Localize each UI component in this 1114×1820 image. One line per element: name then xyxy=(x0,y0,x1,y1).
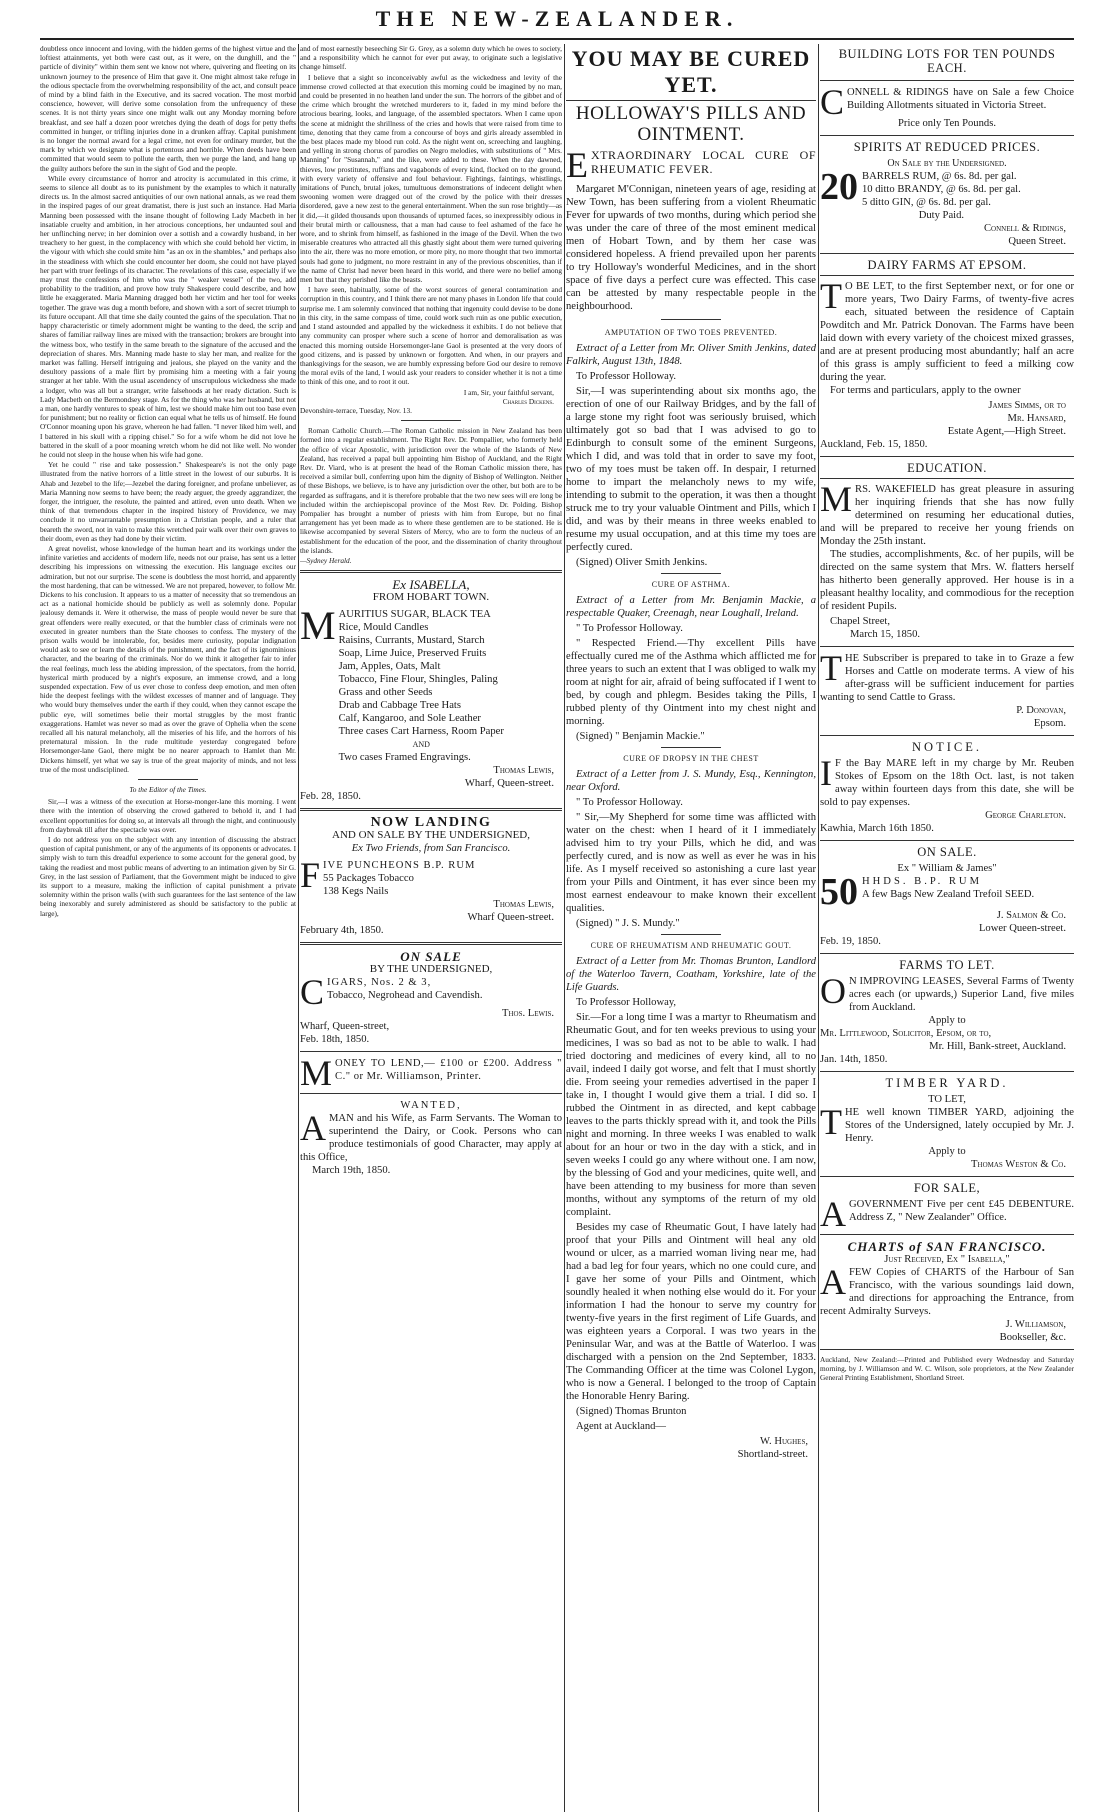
advert-subheading: AND ON SALE BY THE UNDERSIGNED, xyxy=(332,829,530,842)
advert-text: HE well known TIMBER YARD, adjoining the Stores of the Undersigned, lately occupied by Mr. J. Henry. xyxy=(845,1107,1074,1144)
article-paragraph: A great novelist, whose knowledge of the human heart and its workings under the infinite varieties and accidents of modern life, needs not our praise, has sent us a letter describing his impressions on witnessing the execution. His language excites our admiration, but not our surprise. The scene is doubtless the most horrid, and apparently the most hardening, that can be witnessed. We are not prepared, however, to follow Mr. Dickens to his conclusion. It appears to us a matter of necessity that so tremendous an act as a national homicide should be publicly as well as solemnly done. Popular jealousy demands it. Were it otherwise, the mass of people would never be sure that great offenders were really executed, or that the humbler class of criminals were not executed in greater numbers than the State chooses to confess. The mystery of the prison walls would be intolerable, for, besides mere curiosity, popular indignation would ask to see or learn the details of the punishment, and the fact of its ignominious character, and the bearing of the criminals. Nor do we think it altogether fair to infer the real feelings, much less the abiding impression, of the spectators, from the horrid, hysterical mirth produced by a night's exposure, an immense crowd, and a long suspended expectation. Few of us ever chose to confess deep emotion, and men often hide the deepest feelings with the wildest excesses of manner and of language. They who would bury themselves under the earth if they could, when they cannot escape the public eye, will sometimes belie their mortal struggles by the most frantic exaggerations. Hamlet was never so mad as over the grave of Ophelia when the scene recalled all his natural melancholy, all the miseries of his life, and the horrors of his preternatural mission. In the rude multitude yesterday congregated before Horsemonger-lane Gaol, there might be no nearer approach to Hamlet than Mr. Dickens himself, yet what we say is true of the great majority of minds, and not less true of the most undisciplined. xyxy=(40,543,296,774)
list-item: Tobacco, Fine Flour, Shingles, Paling xyxy=(338,674,498,686)
divider xyxy=(820,1234,1074,1235)
advert-signature: George Charleton. xyxy=(985,810,1066,821)
testimonial-text: " Respected Friend.—Thy excellent Pills have effectually cured me of the Asthma which afflicted me for three years to such an extent that I was obliged to walk my room at night for air, afraid of being suffocated if I went to bed, by cough and phlegm. Besides taking the Pills, I rubbed plenty of thy Ointment into my chest night and morning. xyxy=(566,638,816,727)
divider xyxy=(566,100,816,101)
divider xyxy=(661,573,721,574)
notice-advert xyxy=(820,741,1074,835)
column-divider xyxy=(818,44,819,1812)
advert-signature: Mr. Littlewood, Solicitor, Epsom, or to, xyxy=(820,1028,992,1039)
list-item: IGARS, Nos. 2 & 3, xyxy=(327,977,432,989)
holloway-advert xyxy=(566,145,816,1461)
rum-advert xyxy=(820,846,1074,948)
testimonial-to: To Professor Holloway. xyxy=(576,371,677,382)
advert-heading: NOW LANDING xyxy=(370,815,492,831)
advert-heading: WANTED, xyxy=(400,1100,462,1112)
advert-signature: J. Salmon & Co. xyxy=(996,910,1066,921)
advert-signature: Thomas Lewis, xyxy=(493,765,554,777)
column-3 xyxy=(566,44,816,1812)
testimonial-text: Sir,—I was superintending about six months ago, the erection of one of our Railway Bridges, and by the fall of a large stone my right foot was seriously bruised, which ultimately got so bad that I was advised to go to Edinburgh to consult some of the eminent Surgeons, which I did, and was told that in order to save my foot, two of my toes must be taken off. In despair, I returned home to impart the melancholy news to my wife, intending to submit to the operation, it was then a thought struck me to try your valuable Ointment and Pills, which I did, and was by their means in three weeks enabled to resume my usual occupation, and at this time my toes are perfectly cured. xyxy=(566,386,816,553)
list-item: IVE PUNCHEONS B.P. RUM xyxy=(323,860,476,872)
drop-cap: M xyxy=(300,1053,333,1094)
advert-signature: J. Williamson, xyxy=(1005,1319,1066,1330)
list-item: Grass and other Seeds xyxy=(338,687,433,699)
advert-heading: CHARTS of SAN FRANCISCO. xyxy=(847,1239,1047,1254)
dickens-letter-continued xyxy=(300,44,562,565)
advert-heading: EDUCATION. xyxy=(907,461,987,475)
testimonial-signature: (Signed) Thomas Brunton xyxy=(576,1406,687,1417)
list-item: Raisins, Currants, Mustard, Starch xyxy=(338,635,485,647)
advert-address: Wharf, Queen-street, xyxy=(300,1021,390,1033)
items xyxy=(862,170,1021,222)
advert-signature: Thomas Lewis, xyxy=(493,899,554,911)
testimonial-text: Besides my case of Rheumatic Gout, I have lately had proof that your Pills and Ointment will heal any old wound or ulcer, as a married woman living near me, had had a bad leg for four years, which no one could cure, and I gave her some of your Pills and Ointment, which soundly healed it when nothing else would do it. For your information I had the honour to serve my country for twenty-five years in the first regiment of Life Guards, and was eighteen years a Corporal. I was two years in the Peninsular War, and was at the Battle of Waterloo. I was discharged with a pension on the 2nd September, 1833. The Commanding Officer at the time was Colonel Lygon, who is now a General. I belonged to the troop of Captain the Honorable Henry Baring. xyxy=(566,1222,816,1402)
advert-text: MAN and his Wife, as Farm Servants. The Woman to superintend the Dairy, or Cook. Persons who can produce testimonials of good Character, may apply at this Office, xyxy=(300,1113,562,1164)
testimonial-heading: AMPUTATION OF TWO TOES PREVENTED. xyxy=(604,328,778,337)
catholic-news: Roman Catholic Church.—The Roman Catholic mission in New Zealand has been formed into a regular establishment. The Right Rev. Dr. Pompallier, who formerly held the office of vicar Apostolic, with jurisdiction over the whole of the Islands of New Zealand, has received a papal bull appointing him Bishop of Auckland, and the Right Rev. Dr. Viard, who is at present the head of the Roman Catholic mission there, has received a similar bull, conferring upon him the dignity of Bishop of Wellington. Neither of these Bishops, we believe, is to have any jurisdiction over the other, but both are to be regarded as suffragans, and it is therefore probable that the two new sees will ere long be included within the archiepiscopal province of the Most Rev. Dr. Polding. Bishop Pompalier has brought a number of priests with him from Europe, but no final arrangement has yet been made as to where these gentlemen are to be stationed. He is likewise accompanied by several Sisters of Mercy, who are to form the nucleus of an establishment for the education of the poor, and the dissemination of charity throughout the islands. xyxy=(300,426,562,555)
divider xyxy=(820,456,1074,457)
news-source: —Sydney Herald. xyxy=(300,555,352,565)
testimonial-to: To Professor Holloway, xyxy=(576,997,677,1008)
column-4 xyxy=(820,44,1074,1812)
letter-paragraph: I have seen, habitually, some of the worst sources of general contamination and corruption in this country, and I think there are not many phases in London life that could surprise me. I am solemnly convinced that nothing that ingenuity could devise to be done in this city, in the same compass of time, could work such ruin as one public execution, and I stand astounded and appalled by the wickedness it exhibits. I do not believe that any community can prosper where such a scene of horror and demoralisation as was enacted this morning outside Horsemonger-lane Gaol is presented at the very doors of good citizens, and is passed by unknown or forgotten. And when, in our prayers and thanksgivings for the season, we are humbly expressing before God our desire to remove the moral evils of the land, I would ask your readers to consider whether it is not a time to think of this one, and to root it out. xyxy=(300,285,562,387)
divider xyxy=(820,646,1074,647)
testimonial-text: Sir.—For a long time I was a martyr to Rheumatism and Rheumatic Gout, and for ten weeks previous to using your medicines, I was so bad as not to be able to walk. I had tried doctoring and medicines of every kind, all to no avail, indeed I daily got worse, and felt that I must shortly die. From seeing your remedies advertised in the paper I take in, I thought I would give them a trial. I did so. I rubbed the Ointment in as directed, and kept cabbage leaves to the parts thickly spread with it, and took the Pills night and morning. In three weeks I was enabled to walk about for an hour or two in the day with a stick, and in seven weeks I could go any where without one. I am now, by the blessing of God and your medicines, quite well, and have been attending to my business for more than seven months, without any symptoms of the return of my old complaint. xyxy=(566,1012,816,1218)
divider xyxy=(300,808,562,811)
divider xyxy=(820,80,1074,81)
advert-text: FEW Copies of CHARTS of the Harbour of San Francisco, with the various soundings laid down, and directions for approaching the Entrance, from recent Admiralty Surveys. xyxy=(820,1267,1074,1317)
agent-name: W. Hughes, xyxy=(760,1436,808,1447)
list-item: Drab and Cabbage Tree Hats xyxy=(338,700,461,712)
items xyxy=(862,875,1034,901)
landing-advert xyxy=(300,816,562,937)
column-divider xyxy=(298,44,299,1812)
advert-text: N IMPROVING LEASES, Several Farms of Twenty acres each (or upwards,) Superior Land, five miles from Auckland. xyxy=(849,976,1074,1013)
advert-signature: Mr. Hansard, xyxy=(1007,413,1066,424)
list-item: AND xyxy=(412,740,430,750)
list-item: Duty Paid. xyxy=(918,210,965,221)
testimonial-text: " Sir,—My Shepherd for some time was afflicted with water on the chest: when I heard of it I immediately advised him to try your Pills, which he did, and was perfectly cured, and is now as well as ever he was in his life. As I myself received so astonishing a cure last year from your Pills and Ointment, it has ever since been my most earnest endeavour to make known their excellent qualities. xyxy=(566,812,816,914)
items xyxy=(339,608,504,764)
education-advert xyxy=(820,462,1074,641)
masthead: THE NEW-ZEALANDER. xyxy=(375,6,739,31)
items xyxy=(323,859,475,898)
advert-date: March 15, 1850. xyxy=(850,629,921,640)
advert-date: Feb. 28, 1850. xyxy=(300,791,361,803)
drop-cap: C xyxy=(820,82,845,122)
quantity-number: 50 xyxy=(820,871,858,913)
divider xyxy=(820,1349,1074,1350)
advert-address: Chapel Street, xyxy=(830,616,891,627)
divider xyxy=(820,1176,1074,1177)
advert-price: Price only Ten Pounds. xyxy=(898,118,996,129)
advert-subheading: TO LET, xyxy=(928,1094,966,1105)
drop-cap: A xyxy=(820,1262,846,1302)
testimonial-extract: Extract of a Letter from Mr. Thomas Brunton, Landlord of the Waterloo Tavern, Coatham, Yorkshire, late of the Life Guards. xyxy=(566,956,816,993)
advert-text: F the Bay MARE left in my charge by Mr. Reuben Stokes of Epsom on the 18th Oct. last, is not taken away within fourteen days from this date, she will be sold to pay expenses. xyxy=(820,758,1074,808)
testimonial-heading: CURE OF RHEUMATISM AND RHEUMATIC GOUT. xyxy=(590,941,792,950)
divider xyxy=(820,478,1074,479)
items xyxy=(327,976,482,1007)
top-rule xyxy=(40,38,1074,40)
testimonial-signature: (Signed) " Benjamin Mackie." xyxy=(576,731,705,742)
advert-subheading: BY THE UNDERSIGNED, xyxy=(369,963,493,976)
advert-signature: Mr. Hill, Bank-street, Auckland. xyxy=(929,1041,1066,1052)
advert-heading: ON SALE. xyxy=(917,845,977,859)
divider xyxy=(820,135,1074,136)
divider xyxy=(820,840,1074,841)
testimonial-extract: Extract of a Letter from Mr. Oliver Smith Jenkins, dated Falkirk, August 13th, 1848. xyxy=(566,343,816,367)
testimonial-signature: (Signed) " J. S. Mundy." xyxy=(576,918,680,929)
building-lots-advert xyxy=(820,82,1074,130)
letter-paragraph: Sir,—I was a witness of the execution at Horse-monger-lane this morning. I went there with the intention of observing the crowd gathered to behold it, and I had excellent opportunities for doing so, at intervals all through the night, and continuously from daybreak till after the spectacle was over. xyxy=(40,797,296,834)
advert-heading: NOTICE. xyxy=(912,740,982,754)
advert-subheading: FROM HOBART TOWN. xyxy=(372,591,490,604)
grazing-advert xyxy=(820,648,1074,730)
list-item: Rice, Mould Candles xyxy=(338,622,429,634)
imprint: Auckland, New Zealand:—Printed and Published every Wednesday and Saturday morning, by J. Williamson and W. C. Wilson, sole proprietors, at the New Zealander General Printing Establishment, Shortland Street. xyxy=(820,1355,1074,1383)
agent-address: Shortland-street. xyxy=(737,1449,808,1460)
drop-cap: A xyxy=(820,1194,846,1234)
article-paragraph: doubtless once innocent and loving, with the hidden germs of the highest virtue and the loftiest attainments, yet both were cast out, as it were, on the dunghill, and the " particle of divinity" within them sent we know not where, quivering and fleeting on its unknown journey to the presence of Him that gave it. One might almost take refuge in the odious spectacle from the overwhelming responsibility of the act, and consult peace of mind by a blind faith in the Executive, and its sacred vocation. The most morbid conscience, however, will derive some consolation from the unfrequency of these scenes. It is not thirty years since one might walk out any Monday morning before breakfast, and see half a dozen poor wretches dying the death of dogs for petty thefts committed in hunger, or trifling injuries done in a drunken affray. Capital punishment is no longer the normal award for a legal crime, not even for ordinary murder, but the mark by which we designate what is portentous and horrible. When deeds have been committed that would seem to pollute the earth, then we purge the land, and hang up the guilty authors before the sun in the sight of God and the people. xyxy=(40,44,296,173)
advert-item-list xyxy=(300,603,562,764)
list-item: A few Bags New Zealand Trefoil SEED. xyxy=(862,889,1035,900)
column-1 xyxy=(40,44,296,1812)
testimonial-extract: Extract of a Letter from J. S. Mundy, Esq., Kennington, near Oxford. xyxy=(566,769,816,793)
advert-text: ONNELL & RIDINGS have on Sale a few Choice Building Allotments situated in Victoria Street. xyxy=(847,87,1074,111)
letter-paragraph: I do not address you on the subject with any intention of discussing the abstract question of capital punishment, or any of the arguments of its opponents or advocates. I simply wish to turn this dreadful experience to some account for the general good, by taking the readiest and most public means of adverting to an intimation given by Sir G. Grey, in the last session of Parliament, that the Government might be induced to give its support to a measure, making the infliction of capital punishment a private solemnity within the prison walls (with such guarantees for the last sentence of the law being inexorably and surely administered as should be satisfactory to the public at large), xyxy=(40,835,296,918)
article-paragraph: While every circumstance of horror and atrocity is accumulated in this crime, it seems to silence all doubt as to its punishment by the examples to which it naturally directs us. In the almost sacred antiquities of our own national annals, as we read them in the inspired pages of our great dramatist, there is just such an instance. Had Maria Manning been possessed with the insane thought of following Lady Macbeth in her insatiable cruelty and ambition, in her atrocious conceptions, her undaunted soul and her unflinching nerve; in her dominion over a sottish and a cowardly husband, in her treachery to her guest, in the complacency with which she could behold her victim, in the vigour with which she could smite him "as an ox in the shambles," and perhaps also in the steadiness with which she could encounter her doom, she could not have played her part with truer feelings of its character. The revelations of this case, especially if we may trust the confessions of him who was the " weaker vessel" of the two, add probability to the tradition, and prove how truly Shakespere could describe, and how little he exaggerated. Maria Manning dragged both her victim and her tool for weeks together. The grave was dug a month before, and shown with a sort of secret triumph to its future occupant. All that time she daily counted the gains of the speculation. That no happy characteristic or timely adornment might be wanting to the deed, the scrip and shares of familiar railway lines are mixed with the transaction; brokers are brought into the witness box, who testify in the same breath to the signature of the accused and the depreciation of shares. Mrs. Manning made haste to slay her man, and realize for the market was falling. Herself intriguing and jealous, she played on the vanity and the desultory passions of a male flirt by promising him a meeting with a fair young stranger at her table. With the usual ascendency of unscrupulous wickedness she made a lodger, who was all but a stranger, write falsehoods at her ready dictation. Such is Lady Macbeth on the Bermondsey stage. As for the thing who was her husband, but not a man, one hardly ventures to speak of him, lest we should make him out too base even for punishment; but no reality or fiction can equal what he tells us of himself. He found O'Connor moaning upon his grave, whereon he had fallen. "I never liked him well, and I battered in his skull with a ripping chisel." So for a wife whom he did not love he battered in the skull of a poor moaning wretch whom he did not like well. No wonder he could not sleep in the house when his wife had gone. xyxy=(40,173,296,459)
timber-advert xyxy=(820,1077,1074,1171)
letter-heading: To the Editor of the Times. xyxy=(129,785,207,795)
drop-cap: M xyxy=(820,479,853,519)
list-item: Two cases Framed Engravings. xyxy=(338,752,471,764)
article-paragraph: Yet he could " rise and take possession." Shakespeare's is not the only page illustrated from the native horrors of a little street in the lowest of our suburbs. It is Ahab and Jezebel to the life;—Jezebel the daring foreigner, and profane unbeliever, as Maria Manning now seems to have been; the ready arguer, the greedy aggrandizer, the forger, the intriguer, the resolute, the painted and attired, even unto death. When we think of that tremendous chapter in the inspired history of Providence, we may conclude it no unwarrantable presumption in a Christian people, and a ruler that beareth the sword, not in vain to make this wretched pair walk over their own graves to their doom, even as they had done by their victim. xyxy=(40,460,296,543)
testimonial-to: " To Professor Holloway. xyxy=(576,797,683,808)
divider xyxy=(300,1051,562,1052)
list-item: BARRELS RUM, @ 6s. 8d. per gal. xyxy=(862,171,1017,182)
letter-paragraph: I believe that a sight so inconceivably awful as the wickedness and levity of the immense crowd collected at that execution this morning could be imagined by no man, and could be presented in no heathen land under the sun. The horrors of the gibbet and of the crime which brought the wretched murderers to it, faded in my mind before the atrocious bearing, looks, and language, of the assembled spectators. When I came upon the scene at midnight the shrillness of the cries and howls that were raised from time to time, denoting that they came from a concourse of boys and girls already assembled in the best places made my blood run cold. As the night went on, screeching and laughing, and yelling in strong chorus of parodies on Negro melodies, with substitutions of " Mrs. Manning" for "Susannah," and the like, were added to these. When the day dawned, thieves, low prostitutes, ruffians and vagabonds of every kind, flocked on to the ground, with every variety of offensive and foul behaviour. Fightings, faintings, whistlings, imitations of Punch, brutal jokes, tumultuous demonstrations of indecent delight when swooning women were dragged out of the crowd by the police with their dresses disordered, gave a new zest to the general entertainment. When the sun rose brightly—as it did,—it gilded thousands upon thousands of upturned faces, so inexpressibly odious in their brutal mirth or callousness, that a man had cause to feel ashamed of the face he wore, and to shrink from himself, as fashioned in the image of the Devil. When the two miserable creatures who attracted all this ghastly sight about them were turned quivering into the air, there was no more emotion, or more pity, no more thought that two immortal souls had gone to judgment, no more restraint in any of the previous obscenities, than if the name of Christ had never been heard in this world, and there were no belief among men but that they perished like the beasts. xyxy=(300,72,562,285)
agent-label: Agent at Auckland— xyxy=(576,1421,667,1432)
advert-address: Epsom. xyxy=(1033,718,1066,729)
advert-source: Ex Two Friends, from San Francisco. xyxy=(351,843,511,855)
divider xyxy=(401,420,461,421)
drop-cap: E xyxy=(566,145,588,185)
advert-address: Estate Agent,—High Street. xyxy=(947,426,1066,437)
letter-paragraph: and of most earnestly beseeching Sir G. Grey, as a solemn duty which he owes to society, and a responsibility which he cannot for ever put away, to originate such a legislative change himself. xyxy=(300,44,562,72)
drop-cap: T xyxy=(820,1102,842,1142)
testimonial-heading: CURE OF ASTHMA. xyxy=(651,580,731,589)
advert-item-list xyxy=(300,855,562,898)
advert-apply: Apply to xyxy=(928,1015,966,1026)
testimonial-to: " To Professor Holloway. xyxy=(576,623,683,634)
advert-subheading: Ex " William & James" xyxy=(897,863,997,874)
rum-list xyxy=(820,871,1074,913)
advert-heading: ON SALE xyxy=(400,949,462,965)
advert-text: O BE LET, to the first September next, or for one or more years, Two Dairy Farms, of twenty-five acres each, situated between the residence of Captain Powditch and Mr. Patrick Donovan. The Farms have been laid down with every variety of the choicest mixed grasses, and are at present producing most abundantly; half an acre of this grass is amply sufficient to feed a milking cow during the year. xyxy=(820,281,1074,383)
list-item: HHDS. B.P. RUM xyxy=(862,876,983,887)
cigars-advert xyxy=(300,950,562,1046)
divider xyxy=(820,953,1074,954)
advert-signature: Thomas Weston & Co. xyxy=(971,1159,1066,1170)
advert-date: Kawhia, March 16th 1850. xyxy=(820,823,934,834)
advert-text: HE Subscriber is prepared to take in to Graze a few Horses and Cattle on moderate terms. A view of his after-grass will be sufficient inducement for parties wanting to send Cattle to Grass. xyxy=(820,653,1074,703)
advert-date: Feb. 19, 1850. xyxy=(820,936,881,947)
debenture-advert xyxy=(820,1181,1074,1234)
spirits-advert xyxy=(820,141,1074,248)
testimonial-heading: CURE OF DROPSY IN THE CHEST xyxy=(623,754,759,763)
advert-heading: FOR SALE, xyxy=(913,1181,981,1195)
list-item: Tobacco, Negrohead and Cavendish. xyxy=(327,990,483,1002)
divider xyxy=(138,779,198,780)
letter-place: Devonshire-terrace, Tuesday, Nov. 13. xyxy=(300,405,412,415)
testimonial-extract: Extract of a Letter from Mr. Benjamin Mackie, a respectable Quaker, Creenagh, near Loughall, Ireland. xyxy=(566,595,816,619)
list-item: 10 ditto BRANDY, @ 6s. 8d. per gal. xyxy=(862,184,1021,195)
advert-text: The studies, accomplishments, &c. of her pupils, will be directed on the same system that Mrs. W. flatters herself has hitherto been generally approved. Her house is in a pleasant healthy locality, and commodious for the reception of resident Pupils. xyxy=(820,549,1074,612)
isabella-advert xyxy=(300,578,562,803)
letter-signature: Charles Dickens. xyxy=(502,396,554,406)
drop-cap: T xyxy=(820,276,842,316)
divider xyxy=(820,1071,1074,1072)
divider xyxy=(661,747,721,748)
list-item: 55 Packages Tobacco xyxy=(323,873,414,885)
drop-cap: A xyxy=(300,1108,326,1149)
list-item: 5 ditto GIN, @ 6s. 8d. per gal. xyxy=(862,197,991,208)
column-divider xyxy=(564,44,565,1812)
advert-signature: James Simms, or to xyxy=(988,400,1066,411)
advert-text: RS. WAKEFIELD has great pleasure in assuring her inquiring friends that she has now fully determined on resuming her educational duties, and will be prepared to receive her young friends on Monday the 25th instant. xyxy=(820,484,1074,547)
advert-text: For terms and particulars, apply to the owner xyxy=(830,385,1021,396)
holloway-headline: YOU MAY BE CURED YET. xyxy=(571,46,811,97)
advert-address: Wharf, Queen-street. xyxy=(464,778,554,790)
divider xyxy=(300,1093,562,1094)
testimonial-text: Margaret M'Connigan, nineteen years of age, residing at New Town, has been suffering from a violent Rheumatic Fever for upwards of two months, during which period she was under the care of three of the most eminent medical men of Hobart Town, and by them her case was considered hopeless. A friend prevailed upon her parents to try Holloway's wonderful Medicines, and in the short space of five days a perfect cure was effected. This case can be attested by many respectable people in the neighbourhood. xyxy=(566,184,816,312)
advert-address: Queen Street. xyxy=(1008,236,1066,247)
advert-address: Lower Queen-street. xyxy=(978,923,1066,934)
fever-headline xyxy=(566,145,816,185)
advert-date: Feb. 18th, 1850. xyxy=(300,1034,370,1046)
list-item: Jam, Apples, Oats, Malt xyxy=(338,661,441,673)
divider xyxy=(820,253,1074,254)
drop-cap: M xyxy=(300,603,336,649)
holloway-subheadline: HOLLOWAY'S PILLS AND OINTMENT. xyxy=(575,103,807,145)
divider xyxy=(300,570,562,573)
advert-signature: Thos. Lewis. xyxy=(502,1008,554,1020)
drop-cap: F xyxy=(300,855,321,896)
advert-heading: BUILDING LOTS FOR TEN POUNDS EACH. xyxy=(838,47,1056,75)
divider xyxy=(300,942,562,945)
dickens-article xyxy=(40,44,296,774)
advert-address: Bookseller, &c. xyxy=(999,1332,1066,1343)
wanted-advert xyxy=(300,1099,562,1177)
advert-heading: DAIRY FARMS AT EPSOM. xyxy=(867,258,1027,272)
advert-text: ONEY TO LEND,— £100 or £200. Address " C." or Mr. Williamson, Printer. xyxy=(335,1058,562,1083)
fever-title: XTRAORDINARY LOCAL CURE OF RHEUMATIC FEVER. xyxy=(591,148,816,176)
advert-subheading: On Sale by the Undersigned. xyxy=(887,158,1007,169)
advert-heading: Ex ISABELLA, xyxy=(392,577,470,593)
drop-cap: C xyxy=(300,972,325,1013)
drop-cap: O xyxy=(820,971,846,1011)
spirits-list xyxy=(820,166,1074,222)
list-item: AURITIUS SUGAR, BLACK TEA xyxy=(338,609,491,621)
advert-signature: Connell & Ridings, xyxy=(983,223,1066,234)
drop-cap: T xyxy=(820,648,842,688)
divider xyxy=(661,319,721,320)
divider xyxy=(820,735,1074,736)
drop-cap: I xyxy=(820,753,832,793)
advert-subheading: Just Received, Ex " Isabella," xyxy=(884,1254,1010,1265)
divider xyxy=(820,275,1074,276)
advert-date: Auckland, Feb. 15, 1850. xyxy=(820,439,928,450)
list-item: 138 Kegs Nails xyxy=(323,886,389,898)
advert-item-list xyxy=(300,972,562,1013)
farms-advert xyxy=(820,959,1074,1066)
column-2 xyxy=(300,44,562,1812)
letter-closing: I am, Sir, your faithful servant, xyxy=(463,387,554,397)
testimonial-signature: (Signed) Oliver Smith Jenkins. xyxy=(576,557,708,568)
advert-heading: TIMBER YARD. xyxy=(885,1076,1009,1090)
divider xyxy=(661,934,721,935)
advert-heading: FARMS TO LET. xyxy=(899,958,995,972)
charts-advert xyxy=(820,1240,1074,1344)
list-item: Three cases Cart Harness, Room Paper xyxy=(338,726,504,738)
advert-address: Wharf Queen-street. xyxy=(467,912,554,924)
advert-text: GOVERNMENT Five per cent £45 DEBENTURE. Address Z, " New Zealander" Office. xyxy=(849,1199,1074,1223)
dairy-advert xyxy=(820,259,1074,451)
quantity-number: 20 xyxy=(820,166,858,208)
advert-date: March 19th, 1850. xyxy=(312,1165,391,1177)
advert-date: Jan. 14th, 1850. xyxy=(820,1054,888,1065)
list-item: Soap, Lime Juice, Preserved Fruits xyxy=(338,648,487,660)
list-item: Calf, Kangaroo, and Sole Leather xyxy=(338,713,481,725)
advert-apply: Apply to xyxy=(928,1146,966,1157)
advert-signature: P. Donovan, xyxy=(1016,705,1066,716)
advert-date: February 4th, 1850. xyxy=(300,925,384,937)
advert-heading: SPIRITS AT REDUCED PRICES. xyxy=(853,140,1041,154)
money-advert xyxy=(300,1053,562,1094)
